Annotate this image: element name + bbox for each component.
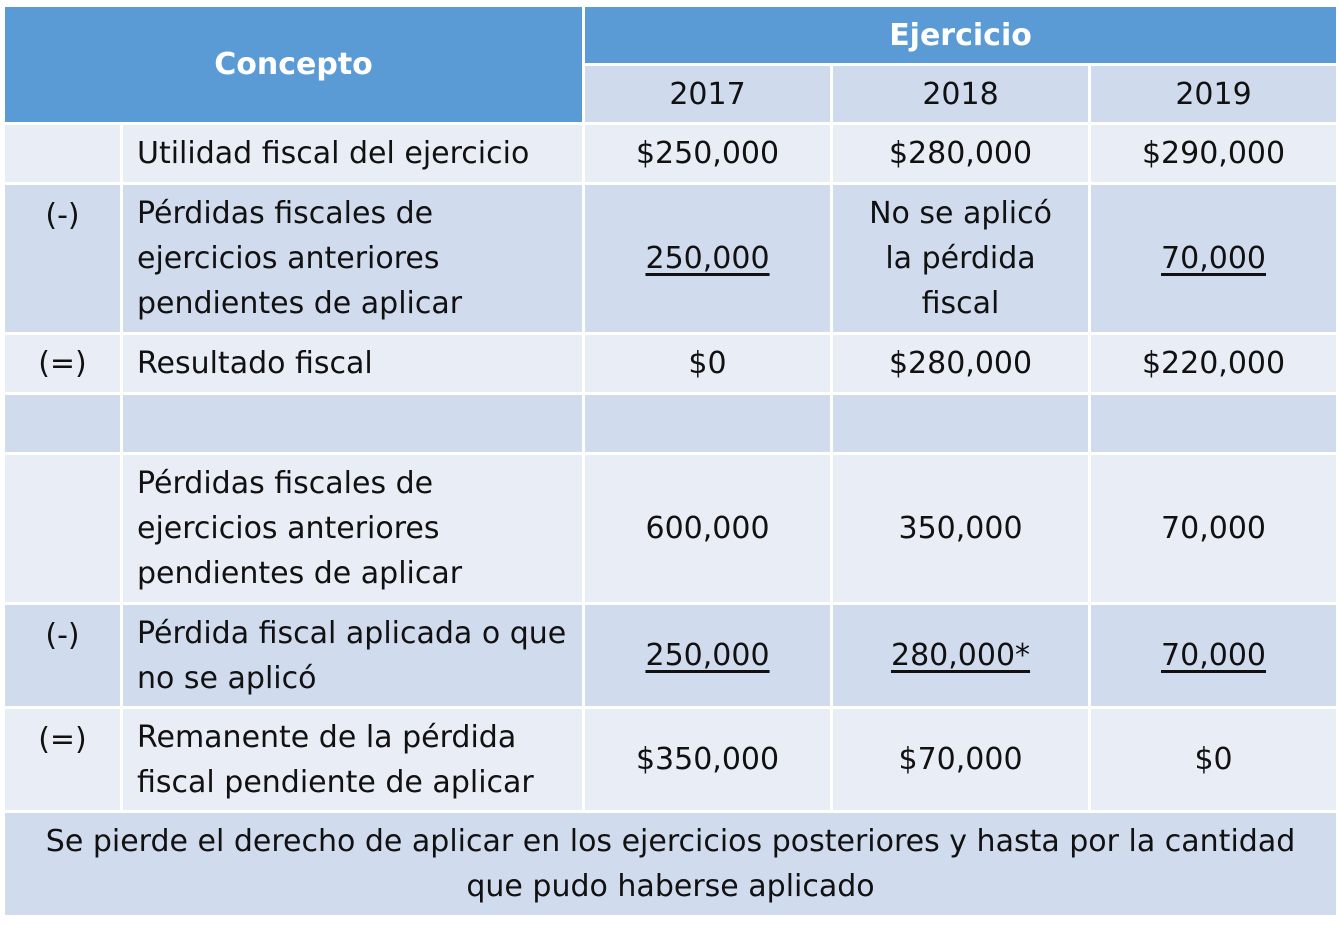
row-value: $280,000	[832, 124, 1090, 184]
row-sign	[4, 394, 122, 454]
row-value	[1090, 394, 1338, 454]
row-value: No se aplicó la pérdida fiscal	[832, 184, 1090, 334]
row-value	[584, 394, 832, 454]
table-row	[4, 708, 1338, 812]
footer-note: Se pierde el derecho de aplicar en los ejercicios posteriores y hasta por la cantidad que pudo haberse aplicado	[4, 812, 1338, 917]
row-value: 70,000	[1090, 454, 1338, 604]
header-year-2018: 2018	[832, 65, 1090, 124]
row-sign: (=)	[4, 708, 122, 812]
row-value: $350,000	[584, 708, 832, 812]
table-row	[4, 124, 1338, 184]
header-year-2017: 2017	[584, 65, 832, 124]
row-sign: (=)	[4, 334, 122, 394]
row-concept	[122, 394, 584, 454]
row-value: $220,000	[1090, 334, 1338, 394]
row-value: $290,000	[1090, 124, 1338, 184]
row-concept: Resultado fiscal	[122, 334, 584, 394]
row-sign	[4, 124, 122, 184]
row-concept: Pérdidas fiscales de ejercicios anteriores pendientes de aplicar	[122, 184, 584, 334]
row-value: $70,000	[832, 708, 1090, 812]
row-value: 70,000	[1161, 241, 1267, 276]
fiscal-loss-table	[2, 4, 1339, 918]
table-row	[4, 184, 1338, 334]
row-sign: (-)	[4, 604, 122, 708]
row-concept: Utilidad fiscal del ejercicio	[122, 124, 584, 184]
header-ejercicio: Ejercicio	[584, 6, 1338, 65]
footer-row	[4, 812, 1338, 917]
table-row	[4, 454, 1338, 604]
row-value: 350,000	[832, 454, 1090, 604]
row-value	[832, 394, 1090, 454]
row-value: 280,000*	[890, 638, 1031, 673]
row-value: 250,000	[645, 241, 770, 276]
row-concept: Pérdidas fiscales de ejercicios anteriores pendientes de aplicar	[122, 454, 584, 604]
row-sign	[4, 454, 122, 604]
row-value: $0	[584, 334, 832, 394]
header-year-2019: 2019	[1090, 65, 1338, 124]
row-value: 250,000	[645, 638, 770, 673]
header-row-top	[4, 6, 1338, 65]
row-value: $0	[1090, 708, 1338, 812]
row-value: 70,000	[1161, 638, 1267, 673]
row-concept: Remanente de la pérdida fiscal pendiente de aplicar	[122, 708, 584, 812]
row-sign: (-)	[4, 184, 122, 334]
header-concepto: Concepto	[4, 6, 584, 124]
row-value: 600,000	[584, 454, 832, 604]
row-concept: Pérdida fiscal aplicada o que no se aplicó	[122, 604, 584, 708]
row-value: $280,000	[832, 334, 1090, 394]
table-row-empty	[4, 394, 1338, 454]
row-value: $250,000	[584, 124, 832, 184]
table-row	[4, 604, 1338, 708]
table-row	[4, 334, 1338, 394]
